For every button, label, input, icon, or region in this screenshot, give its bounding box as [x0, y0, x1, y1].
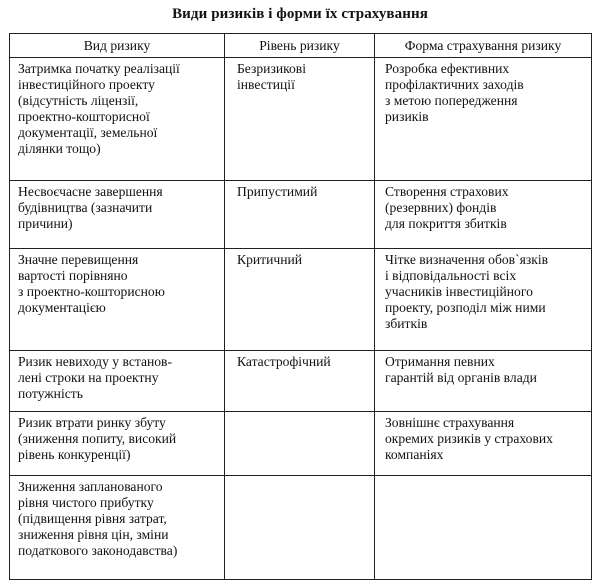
cell-insurance-form: Створення страхових (резервних) фондів для покриття збитків: [375, 181, 592, 249]
table-row: [10, 412, 592, 476]
header-risk-level: Рівень ризику: [225, 34, 375, 58]
page-title: Види ризиків і форми їх страхування: [172, 6, 428, 22]
cell-risk-type: Зниження запланованого рівня чистого прибутку (підвищення рівня затрат, зниження рівня цін, зміни податкового законодавства): [10, 476, 225, 580]
header-insurance-form: Форма страхування ризику: [375, 34, 592, 58]
cell-risk-level: Критичний: [225, 249, 375, 351]
cell-insurance-form: Чітке визначення обов`язків і відповідальності всіх учасників інвестиційного проекту, розподіл між ними збитків: [375, 249, 592, 351]
cell-risk-type: Затримка початку реалізації інвестиційного проекту (відсутність ліцензії, проектно-кошторисної документації, земельної ділянки тощо): [10, 58, 225, 181]
cell-risk-type: Ризик невиходу у встанов- лені строки на проектну потужність: [10, 351, 225, 412]
table-row: [10, 249, 592, 351]
table-row: [10, 351, 592, 412]
cell-insurance-form: Розробка ефективних профілактичних заходів з метою попередження ризиків: [375, 58, 592, 181]
cell-insurance-form: [375, 476, 592, 580]
cell-insurance-form: Отримання певних гарантій від органів влади: [375, 351, 592, 412]
cell-risk-level: Безризикові інвестиції: [225, 58, 375, 181]
risk-table: [9, 33, 592, 580]
table-row: [10, 181, 592, 249]
cell-risk-type: Несвоєчасне завершення будівництва (зазначити причини): [10, 181, 225, 249]
table-header-row: [10, 34, 592, 58]
cell-risk-type: Значне перевищення вартості порівняно з проектно-кошторисною документацією: [10, 249, 225, 351]
table-row: [10, 58, 592, 181]
table-row: [10, 476, 592, 580]
cell-risk-type: Ризик втрати ринку збуту (зниження попиту, високий рівень конкуренції): [10, 412, 225, 476]
cell-risk-level: [225, 476, 375, 580]
cell-risk-level: Припустимий: [225, 181, 375, 249]
cell-risk-level: [225, 412, 375, 476]
cell-insurance-form: Зовнішнє страхування окремих ризиків у страхових компаніях: [375, 412, 592, 476]
cell-risk-level: Катастрофічний: [225, 351, 375, 412]
header-risk-type: Вид ризику: [10, 34, 225, 58]
